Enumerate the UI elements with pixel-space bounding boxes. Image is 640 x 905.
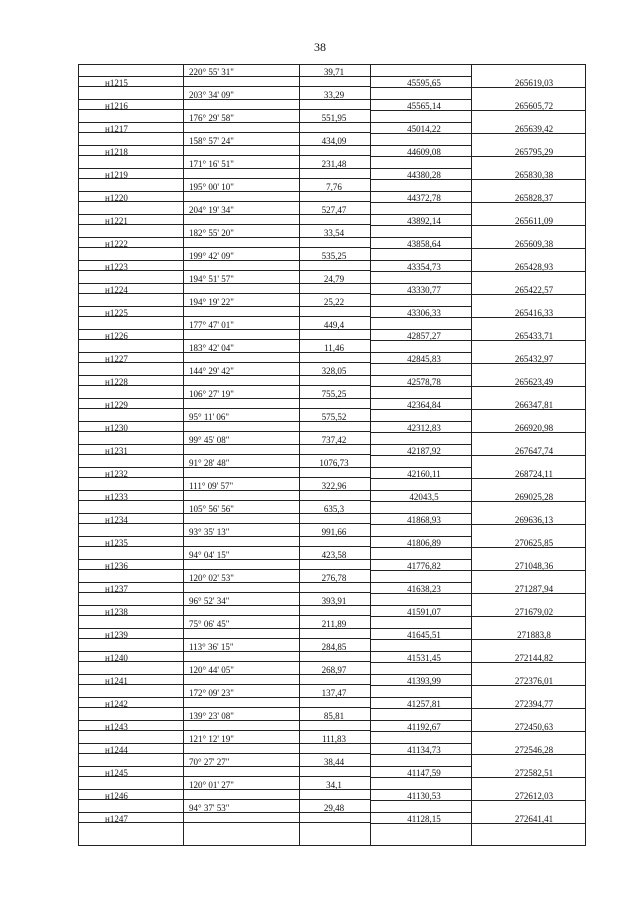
segment-distance: 33,54 <box>323 227 345 238</box>
point-y-coordinate: 268724,11 <box>515 469 553 479</box>
row-divider <box>79 122 471 123</box>
segment-distance: 34,1 <box>326 779 342 790</box>
segment-angle: 194° 19' 22" <box>189 296 234 307</box>
point-x-coordinate: 43354,73 <box>407 262 441 272</box>
row-divider <box>79 720 471 721</box>
segment-angle: 203° 34' 09" <box>189 89 234 100</box>
row-divider <box>79 651 471 652</box>
point-x-coordinate: 41130,53 <box>407 791 441 801</box>
segment-angle: 94° 04' 15" <box>189 549 230 560</box>
point-x-coordinate: 44380,28 <box>407 170 441 180</box>
row-divider <box>79 283 471 284</box>
point-x-coordinate: 43858,64 <box>407 239 441 249</box>
point-y-coordinate: 270625,85 <box>514 538 554 548</box>
point-x-coordinate: 45565,14 <box>407 101 441 111</box>
point-x-coordinate: 42857,27 <box>407 331 441 341</box>
point-y-coordinate: 266920,98 <box>514 423 554 433</box>
point-x-coordinate: 41638,23 <box>407 584 441 594</box>
row-divider <box>79 605 471 606</box>
point-x-coordinate: 42187,92 <box>407 446 441 456</box>
segment-angle: 121° 12' 19" <box>189 733 234 744</box>
segment-distance: 24,79 <box>323 273 345 284</box>
segment-angle: 139° 23' 08" <box>189 710 234 721</box>
point-x-coordinate: 41591,07 <box>407 607 441 617</box>
point-name: н1233 <box>105 492 128 502</box>
segment-angle: 177° 47' 01" <box>189 319 234 330</box>
point-x-coordinate: 41868,93 <box>407 515 441 525</box>
segment-angle: 91° 28' 48" <box>189 457 230 468</box>
row-divider <box>79 421 471 422</box>
segment-angle: 195° 00' 10" <box>189 181 234 192</box>
segment-distance: 635,3 <box>323 503 345 514</box>
point-y-coordinate: 269636,13 <box>514 515 554 525</box>
row-divider <box>79 743 471 744</box>
segment-distance: 322,96 <box>321 480 347 491</box>
point-y-coordinate: 265605,72 <box>514 101 554 111</box>
row-divider <box>79 812 471 813</box>
point-name: н1237 <box>105 584 128 594</box>
segment-angle: 95° 11' 06" <box>189 411 230 422</box>
point-y-coordinate: 265433,71 <box>514 331 554 341</box>
point-name: н1240 <box>105 653 128 663</box>
point-y-coordinate: 272376,01 <box>514 676 554 686</box>
point-x-coordinate: 41257,81 <box>407 699 441 709</box>
row-divider <box>79 559 471 560</box>
point-y-coordinate: 272144,82 <box>514 653 554 663</box>
row-divider <box>79 329 471 330</box>
point-y-coordinate: 271883,8 <box>517 630 551 640</box>
point-name: н1232 <box>105 469 128 479</box>
point-name: н1217 <box>105 124 128 134</box>
row-divider <box>79 76 471 77</box>
point-name: н1236 <box>105 561 128 571</box>
segment-angle: 176° 29' 58" <box>189 112 234 123</box>
point-x-coordinate: 42043,5 <box>409 492 439 502</box>
point-x-coordinate: 42845,83 <box>407 354 441 364</box>
point-x-coordinate: 41128,15 <box>407 814 441 824</box>
row-divider <box>79 352 471 353</box>
point-y-coordinate: 272582,51 <box>514 768 554 778</box>
segment-angle: 120° 02' 53" <box>189 572 234 583</box>
segment-distance: 39,71 <box>323 67 345 77</box>
point-name: н1215 <box>105 78 128 88</box>
point-y-coordinate: 269025,28 <box>514 492 554 502</box>
point-name: н1226 <box>105 331 128 341</box>
segment-angle: 106° 27' 19" <box>189 388 234 399</box>
point-x-coordinate: 41134,73 <box>407 745 441 755</box>
row-divider <box>79 674 471 675</box>
segment-distance: 268,97 <box>321 664 347 675</box>
point-y-coordinate: 265432,97 <box>514 354 554 364</box>
point-name: н1218 <box>105 147 128 157</box>
row-divider <box>79 191 471 192</box>
segment-distance: 755,25 <box>321 388 347 399</box>
segment-angle: 199° 42' 09" <box>189 250 234 261</box>
point-name: н1220 <box>105 193 128 203</box>
point-x-coordinate: 45595,65 <box>407 78 441 88</box>
point-y-coordinate: 271287,94 <box>514 584 554 594</box>
row-divider <box>79 490 471 491</box>
segment-distance: 328,05 <box>321 365 347 376</box>
point-x-coordinate: 44372,78 <box>407 193 441 203</box>
row-divider <box>79 582 471 583</box>
row-divider <box>79 766 471 767</box>
row-divider <box>79 513 471 514</box>
segment-distance: 527,47 <box>321 204 347 215</box>
point-y-coordinate: 265416,33 <box>514 308 554 318</box>
column-divider <box>299 65 300 845</box>
point-name: н1224 <box>105 285 128 295</box>
point-name: н1222 <box>105 239 128 249</box>
segment-angle: 120° 01' 27" <box>189 779 234 790</box>
point-y-coordinate: 265639,42 <box>514 124 554 134</box>
point-name: н1223 <box>105 262 128 272</box>
point-x-coordinate: 42578,78 <box>407 377 441 387</box>
segment-distance: 393,91 <box>321 595 347 606</box>
segment-distance: 111,83 <box>321 733 347 744</box>
point-name: н1234 <box>105 515 128 525</box>
segment-distance: 231,48 <box>321 158 347 169</box>
segment-distance: 575,52 <box>321 411 347 422</box>
segment-angle: 105° 56' 56" <box>189 503 234 514</box>
segment-distance: 1076,73 <box>319 457 349 468</box>
point-name: н1244 <box>105 745 128 755</box>
point-y-coordinate: 265795,29 <box>514 147 554 157</box>
point-name: н1247 <box>105 814 128 824</box>
segment-distance: 25,22 <box>323 296 345 307</box>
point-y-coordinate: 271679,02 <box>514 607 554 617</box>
segment-distance: 284,85 <box>321 641 347 652</box>
segment-distance: 7,76 <box>326 181 342 192</box>
point-y-coordinate: 265828,37 <box>514 193 554 203</box>
segment-angle: 99° 45' 08" <box>189 434 230 445</box>
point-y-coordinate: 266347,81 <box>514 400 554 410</box>
point-x-coordinate: 41645,51 <box>407 630 441 640</box>
segment-distance: 434,09 <box>321 135 347 146</box>
point-name: н1246 <box>105 791 128 801</box>
row-divider <box>79 536 471 537</box>
segment-angle: 172° 09' 23" <box>189 687 234 698</box>
point-name: н1219 <box>105 170 128 180</box>
row-divider <box>79 697 471 698</box>
row-divider <box>79 168 471 169</box>
point-x-coordinate: 42160,11 <box>407 469 441 479</box>
segment-angle: 70° 27' 27" <box>189 756 230 767</box>
point-name: н1239 <box>105 630 128 640</box>
point-y-coordinate: 265619,03 <box>514 78 554 88</box>
point-y-coordinate: 267647,74 <box>514 446 554 456</box>
point-name: н1243 <box>105 722 128 732</box>
point-name: н1230 <box>105 423 128 433</box>
row-divider <box>79 444 471 445</box>
segment-distance: 137,47 <box>321 687 347 698</box>
row-divider <box>79 237 471 238</box>
point-name: н1245 <box>105 768 128 778</box>
row-divider <box>79 306 471 307</box>
row-divider <box>79 628 471 629</box>
point-x-coordinate: 44609,08 <box>407 147 441 157</box>
point-y-coordinate: 272394,77 <box>514 699 554 709</box>
point-y-coordinate: 265830,38 <box>514 170 554 180</box>
point-name: н1241 <box>105 676 128 686</box>
point-x-coordinate: 41531,45 <box>407 653 441 663</box>
row-divider <box>79 789 471 790</box>
segment-angle: 158° 57' 24" <box>189 135 234 146</box>
segment-distance: 991,66 <box>321 526 347 537</box>
point-name: н1221 <box>105 216 128 226</box>
row-divider <box>79 145 471 146</box>
segment-distance: 211,89 <box>321 618 347 629</box>
segment-angle: 75° 06' 45" <box>189 618 230 629</box>
segment-angle: 183° 42' 04" <box>189 342 234 353</box>
column-divider <box>183 65 184 845</box>
point-name: н1228 <box>105 377 128 387</box>
point-x-coordinate: 42364,84 <box>407 400 441 410</box>
coordinates-table <box>78 64 586 846</box>
segment-angle: 182° 55' 20" <box>189 227 234 238</box>
segment-angle: 144° 29' 42" <box>189 365 234 376</box>
row-divider <box>79 467 471 468</box>
segment-distance: 449,4 <box>323 319 345 330</box>
segment-distance: 737,42 <box>321 434 347 445</box>
segment-distance: 551,95 <box>321 112 347 123</box>
segment-distance: 33,29 <box>323 89 345 100</box>
segment-angle: 171° 16' 51" <box>189 158 234 169</box>
point-y-coordinate: 272641,41 <box>514 814 554 824</box>
segment-distance: 85,81 <box>323 710 345 721</box>
segment-distance: 38,44 <box>323 756 345 767</box>
point-y-coordinate: 265428,93 <box>514 262 554 272</box>
segment-distance: 535,25 <box>321 250 347 261</box>
point-x-coordinate: 42312,83 <box>407 423 441 433</box>
point-y-coordinate: 272546,28 <box>514 745 554 755</box>
row-divider <box>79 398 471 399</box>
point-name: н1235 <box>105 538 128 548</box>
point-x-coordinate: 43330,77 <box>407 285 441 295</box>
segment-angle: 194° 51' 57" <box>189 273 234 284</box>
segment-distance: 11,46 <box>324 342 344 353</box>
point-x-coordinate: 41776,82 <box>407 561 441 571</box>
point-y-coordinate: 265623,49 <box>514 377 554 387</box>
point-name: н1231 <box>105 446 128 456</box>
point-x-coordinate: 41192,67 <box>407 722 441 732</box>
point-y-coordinate: 265611,09 <box>515 216 553 226</box>
point-x-coordinate: 41393,99 <box>407 676 441 686</box>
segment-angle: 93° 35' 13" <box>189 526 230 537</box>
segment-angle: 204° 19' 34" <box>189 204 234 215</box>
point-y-coordinate: 271048,36 <box>514 561 554 571</box>
point-y-coordinate: 265609,38 <box>514 239 554 249</box>
point-name: н1227 <box>105 354 128 364</box>
point-name: н1238 <box>105 607 128 617</box>
page-number: 38 <box>314 40 326 54</box>
point-name: н1242 <box>105 699 128 709</box>
point-y-coordinate: 265422,57 <box>514 285 554 295</box>
segment-angle: 111° 09' 57" <box>189 480 234 491</box>
point-x-coordinate: 45014,22 <box>407 124 441 134</box>
segment-angle: 94° 37' 53" <box>189 802 230 813</box>
segment-distance: 276,78 <box>321 572 347 583</box>
segment-angle: 120° 44' 05" <box>189 664 234 675</box>
point-x-coordinate: 41147,59 <box>407 768 441 778</box>
point-x-coordinate: 43892,14 <box>407 216 441 226</box>
point-x-coordinate: 41806,89 <box>407 538 441 548</box>
row-divider <box>79 375 471 376</box>
point-name: н1216 <box>105 101 128 111</box>
segment-angle: 96° 52' 34" <box>189 595 230 606</box>
row-divider <box>79 260 471 261</box>
point-y-coordinate: 272612,03 <box>514 791 554 801</box>
segment-angle: 113° 36' 15" <box>189 641 234 652</box>
point-x-coordinate: 43306,33 <box>407 308 441 318</box>
segment-angle: 220° 55' 31" <box>189 67 234 77</box>
point-name: н1225 <box>105 308 128 318</box>
point-name: н1229 <box>105 400 128 410</box>
segment-distance: 423,58 <box>321 549 347 560</box>
row-divider <box>79 99 471 100</box>
row-divider <box>79 214 471 215</box>
point-y-coordinate: 272450,63 <box>514 722 554 732</box>
segment-distance: 29,48 <box>323 802 345 813</box>
